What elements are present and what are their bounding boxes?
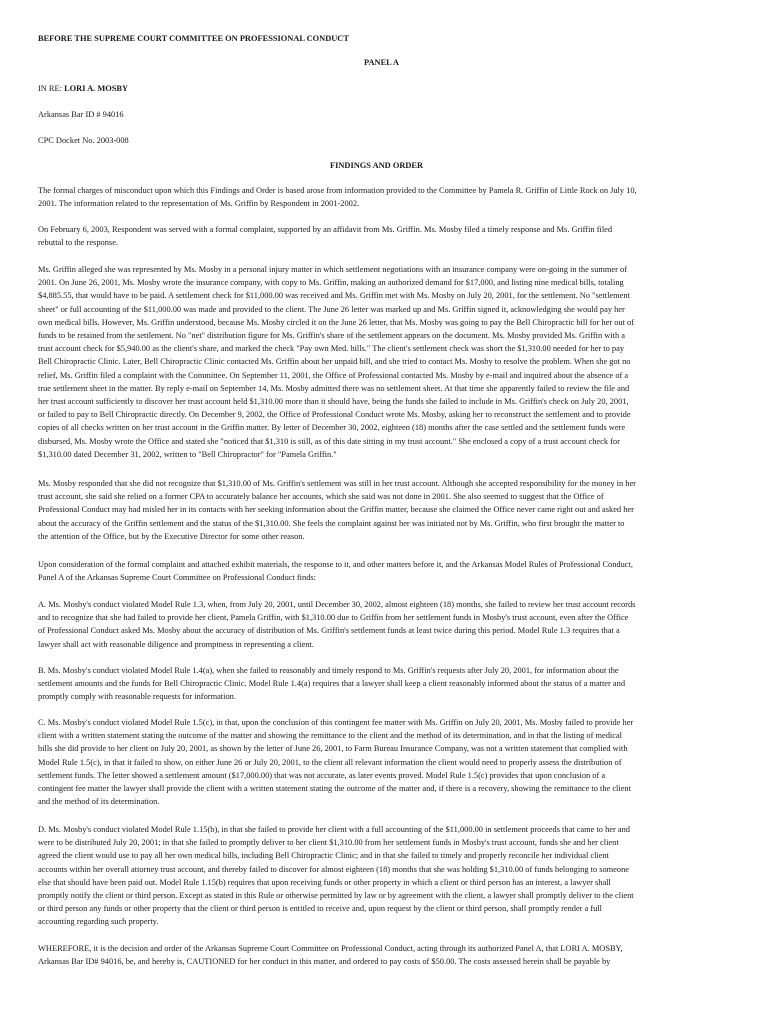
text-line: or failed to pay to Bell Chiropractic directly. On December 9, 2002, the Office of Professional Conduct wrote Ms. Mosby, asking her to reconstruct the settlement and to provide (38, 410, 631, 420)
text-line: own medical bills. However, Ms. Griffin understood, because Ms. Mosby circled it on the June 26 letter, that Ms. Mosby was going to pay the Bell Chiropractic bill for her out of (38, 317, 635, 327)
in-re-label: IN RE: (38, 84, 62, 93)
paragraph-response (38, 477, 734, 543)
text-line: were to be distributed July 20, 2001; in that she failed to promptly deliver to her client $1,310.00 from her settlement funds in Mosby's trust account, funds she and her client (38, 838, 619, 848)
text-line: A. Ms. Mosby's conduct violated Model Rule 1.3, when, from July 20, 2001, until December 30, 2002, almost eighteen (18) months, she failed to review her trust account records (38, 600, 636, 609)
text-line: or third person any funds or other property that the client or third person is entitled to receive and, upon request by the client or third person, shall promptly render a full (38, 904, 602, 914)
paragraph-service (38, 223, 734, 249)
text-line: and to recognize that she had failed to provide her client, Pamela Griffin, with $1,310.00 due to Griffin from her settlement funds in Mosby's trust account, even after the Office (38, 613, 629, 623)
text-line: funds to be retained from the settlement. No "net" distribution figure for Ms. Griffin's share of the settlement appears on the document. Ms. Mosby provided Ms. Griffin with a (38, 331, 625, 341)
section-title: FINDINGS AND ORDER (330, 161, 424, 170)
text-line: bills she did provide to her client on July 20, 2001, as shown by the letter of June 26, 2001, to Farm Bureau Insurance Company, was not a written statement that complied with (38, 744, 628, 754)
text-line: accounting regarding such property. (38, 917, 159, 927)
text-line: $4,885.55, that would have to be paid. A settlement check for $11,000.00 was received and Ms. Griffin met with Ms. Mosby on July 20, 2001, for the settlement. No "settlement (38, 291, 630, 301)
text-line: else that should have been paid out. Model Rule 1.15(b) requires that upon receiving funds or other property in which a client or third person has an interest, a lawyer shall (38, 877, 611, 887)
text-line: and the method of its determination. (38, 797, 160, 807)
text-line: her trust account sufficiently to discover her trust account held $1,310.00 more than it should have, being the funds she failed to include in Ms. Griffin's check on July 20, 2001, (38, 397, 629, 407)
text-line: trust account, she said she relied on a former CPA to accurately balance her accounts, which she said was not done in 2001. She also seemed to suggest that the Office of (38, 492, 604, 502)
text-line: lawyer shall act with reasonable diligence and promptness in representing a client. (38, 639, 314, 649)
text-line: C. Ms. Mosby's conduct violated Model Rule 1.5(c), in that, upon the conclusion of this contingent fee matter with Ms. Griffin on July 20, 2001, Ms. Mosby failed to provide her (38, 718, 634, 727)
text-line: The formal charges of misconduct upon which this Findings and Order is based arose from information provided to the Committee by Pamela R. Griffin of Little Rock on July 10, (38, 186, 637, 195)
in-re-line (38, 84, 128, 94)
text-line: contingent fee matter the lawyer shall provide the client with a written statement stating the outcome of the matter and, if there is a recovery, showing the remittance to the client (38, 784, 631, 794)
paragraph-consideration (38, 558, 734, 584)
bar-id: Arkansas Bar ID # 94016 (38, 110, 124, 119)
text-line: rebuttal to the response. (38, 238, 119, 248)
document-title: BEFORE THE SUPREME COURT COMMITTEE ON PROFESSIONAL CONDUCT (38, 34, 349, 43)
text-line: Ms. Griffin alleged she was represented by Ms. Mosby in a personal injury matter in which settlement negotiations with an insurance company were on-going in the summer of (38, 265, 627, 274)
respondent-name: LORI A. MOSBY (64, 84, 129, 93)
text-line: settlement amounts and the funds for Bell Chiropractic Clinic. Model Rule 1.4(a) requires that a lawyer shall keep a client reasonably informed about the status of a matter and (38, 679, 626, 689)
text-line: 2001. The information related to the representation of Ms. Griffin by Respondent in 2001-2002. (38, 199, 360, 209)
finding-d (38, 823, 734, 929)
text-line: true settlement sheet in the matter. By reply e-mail on September 14, Ms. Mosby admitted there was no settlement sheet. At that time she apparently failed to review the file and (38, 383, 630, 393)
docket-number: CPC Docket No. 2003-008 (38, 136, 129, 145)
text-line: Upon consideration of the formal complaint and attached exhibit materials, the response to it, and other matters before it, and the Arkansas Model Rules of Professional Conduct, (38, 560, 633, 569)
panel-heading: PANEL A (364, 58, 399, 67)
text-line: On February 6, 2003, Respondent was served with a formal complaint, supported by an affidavit from Ms. Griffin. Ms. Mosby filed a timely response and Ms. Griffin filed (38, 225, 613, 234)
finding-b (38, 664, 734, 704)
text-line: relief, Ms. Griffin filed a complaint with the Committee. On September 11, 2001, the Office of Professional contacted Ms. Mosby by e-mail and inquired about the absence of a (38, 370, 629, 380)
text-line: accounts within her overall attorney trust account, and thereby failed to discover for almost eighteen (18) months that she was holding $1,310.00 of funds belonging to someone (38, 864, 629, 874)
text-line: Bell Chiropractic Clinic. Later, Bell Chiropractic Clinic contacted Ms. Griffin about her unpaid bill, and she tried to contact Ms. Mosby to resolve the problem. When she got no (38, 357, 631, 367)
text-line: Model Rule 1.5(c), in that it failed to show, on either June 26 or July 20, 2001, to the client all relevant information the client would need to properly assess the distribution of (38, 757, 622, 767)
text-line: agreed the client would use to pay all her own medical bills, including Bell Chiropractic Clinic; and in that she failed to timely and properly reconcile her individual client (38, 851, 609, 861)
text-line: Ms. Mosby responded that she did not recognize that $1,310.00 of Ms. Griffin's settlement was still in her trust account. Although she accepted responsibility for the money in her (38, 479, 636, 488)
text-line: the attention of the Office, but by the Executive Director for some other reason. (38, 531, 305, 541)
paragraph-wherefore (38, 942, 734, 968)
paragraph-allegations (38, 263, 734, 461)
text-line: disbursed, Ms. Mosby wrote the Office and stated she "noticed that $1,310 is still, as of this date sitting in my trust account." She enclosed a copy of a trust account check for (38, 436, 620, 446)
finding-c (38, 716, 734, 808)
text-line: $1,310.00 dated December 31, 2002, written to "Bell Chiropractor" for "Pamela Griffin." (38, 449, 337, 459)
text-line: B. Ms. Mosby's conduct violated Model Rule 1.4(a), when she failed to reasonably and timely respond to Ms. Griffin's requests after July 20, 2001, for information about the (38, 666, 619, 675)
text-line: trust account check for $5,940.00 as the client's share, and marked the check "Pay own Med. bills." The client's settlement check was short the $1,310.00 needed for her to pay (38, 344, 625, 354)
paragraph-intro (38, 184, 734, 210)
text-line: 2001. On June 26, 2001, Ms. Mosby wrote the insurance company, with copy to Ms. Griffin, making an authorized demand for $17,000, and listing nine medical bills, totaling (38, 278, 624, 288)
text-line: settlement funds. The letter showed a settlement amount ($17,000.00) that was not accurate, as later events proved. Model Rule 1.5(c) provides that upon conclusion of a (38, 770, 606, 780)
finding-a (38, 598, 734, 651)
text-line: Panel A of the Arkansas Supreme Court Committee on Professional Conduct finds: (38, 573, 316, 583)
text-line: D. Ms. Mosby's conduct violated Model Rule 1.15(b), in that she failed to provide her client with a full accounting of the $11,000.00 in settlement proceeds that came to her and (38, 825, 630, 834)
text-line: of Professional Conduct asked Ms. Mosby about the accuracy of distribution of Ms. Griffin's settlement funds at least twice during this period. Model Rule 1.3 requires that a (38, 626, 620, 636)
text-line: about the accuracy of the Griffin settlement and the status of the $1,310.00. She feels the complaint against her was initiated not by Ms. Griffin, who first brought the matter to (38, 518, 625, 528)
text-line: copies of all checks written on her trust account in the Griffin matter. By letter of December 30, 2002, eighteen (18) months after the case settled and the settlement funds were (38, 423, 626, 433)
text-line: promptly notify the client or third person. Except as stated in this Rule or otherwise permitted by law or by agreement with the client, a lawyer shall promptly deliver to the client (38, 891, 634, 901)
text-line: WHEREFORE, it is the decision and order of the Arkansas Supreme Court Committee on Professional Conduct, acting through its authorized Panel A, that LORI A. MOSBY, (38, 944, 623, 953)
text-line: promptly comply with reasonable requests for information. (38, 692, 236, 702)
text-line: Arkansas Bar ID# 94016, be, and hereby is, CAUTIONED for her conduct in this matter, and ordered to pay costs of $50.00. The costs assessed herein shall be payable by (38, 957, 611, 967)
text-line: client with a written statement stating the outcome of the matter and showing the remittance to the client and the method of its determination, and in that the listing of medical (38, 731, 622, 741)
text-line: sheet" or full accounting of the $11,000.00 was made and provided to the client. The June 26 letter was marked up and Ms. Griffin signed it, acknowledging she would pay her (38, 304, 625, 314)
text-line: Professional Conduct may had misled her in its contacts with her seeking information about the Griffin matter, because she claimed the Office never came right out and asked her (38, 505, 634, 515)
